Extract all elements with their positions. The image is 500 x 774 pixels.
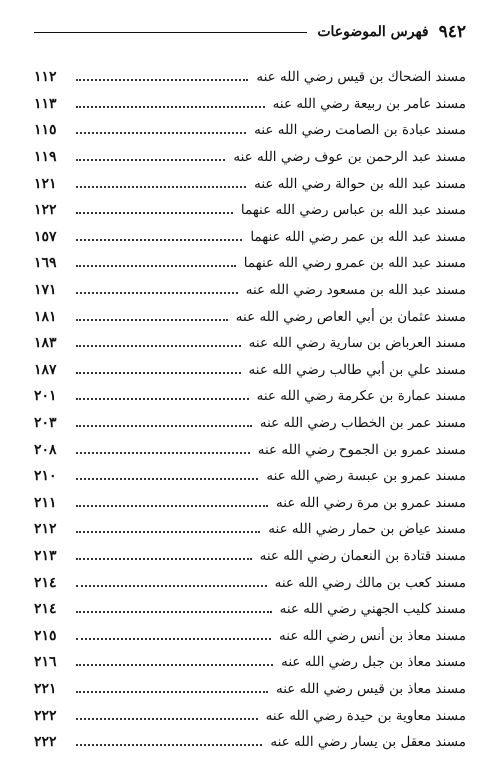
- entry-page-number: ٢١٦: [34, 654, 57, 671]
- index-entry: [34, 144, 466, 171]
- entry-title: مسند عبد الله بن عمر رضي الله عنهما: [250, 228, 466, 245]
- entry-page-number: ١٢١: [34, 175, 57, 192]
- entry-title: مسند عمرو بن الجموح رضي الله عنه: [257, 441, 466, 458]
- entry-page-number: ٢١١: [34, 494, 57, 511]
- index-entry: [34, 197, 466, 224]
- dot-leader: [76, 345, 241, 347]
- entry-page-number: ٢١٤: [34, 601, 57, 618]
- index-entry: [34, 117, 466, 144]
- index-entry: [34, 91, 466, 118]
- entry-title: مسند العرباض بن سارية رضي الله عنه: [248, 335, 466, 352]
- entry-title: مسند عياض بن حمار رضي الله عنه: [268, 521, 466, 538]
- dot-leader: [76, 452, 250, 454]
- entry-title: مسند عمرو بن عبسة رضي الله عنه: [266, 468, 466, 485]
- dot-leader: [76, 691, 268, 693]
- entry-page-number: ١١٥: [34, 122, 57, 139]
- page-number: ٩٤٢: [438, 22, 466, 42]
- dot-leader: [76, 425, 252, 427]
- index-entry: [34, 569, 466, 596]
- entry-title: مسند معاذ بن أنس رضي الله عنه: [279, 627, 466, 644]
- index-entry: [34, 64, 466, 91]
- entry-title: مسند عبد الرحمن بن عوف رضي الله عنه: [233, 149, 466, 166]
- index-entry: [34, 543, 466, 570]
- index-entry: [34, 729, 466, 756]
- entry-title: مسند معاذ بن قيس رضي الله عنه: [276, 680, 466, 697]
- entry-page-number: ١٨٧: [34, 361, 57, 378]
- index-entry: [34, 649, 466, 676]
- dot-leader: [76, 505, 268, 507]
- entry-page-number: ١٧١: [34, 282, 57, 299]
- entry-title: مسند عمرو بن مرة رضي الله عنه: [276, 494, 466, 511]
- entry-title: مسند معقل بن يسار رضي الله عنه: [270, 734, 466, 751]
- entry-page-number: ٢١٣: [34, 547, 57, 564]
- entry-page-number: ٢٠٣: [34, 415, 57, 432]
- entry-page-number: ١٨١: [34, 308, 57, 325]
- index-entry: [34, 596, 466, 623]
- entry-title: مسند علي بن أبي طالب رضي الله عنه: [248, 361, 466, 378]
- entry-page-number: ٢٢١: [34, 680, 57, 697]
- dot-leader: [76, 611, 272, 613]
- index-entry: [34, 622, 466, 649]
- entry-title: مسند الضحاك بن قيس رضي الله عنه: [256, 69, 466, 86]
- entry-title: مسند قتادة بن النعمان رضي الله عنه: [259, 547, 466, 564]
- entry-title: مسند عمر بن الخطاب رضي الله عنه: [259, 415, 466, 432]
- page-header: [34, 20, 466, 44]
- dot-leader: [76, 239, 242, 241]
- dot-leader: [76, 478, 258, 480]
- header-rule: [34, 32, 307, 33]
- dot-leader: [76, 265, 236, 267]
- index-entry: [34, 357, 466, 384]
- entry-title: مسند عثمان بن أبي العاص رضي الله عنه: [235, 308, 466, 325]
- dot-leader: [76, 132, 246, 134]
- dot-leader: [76, 79, 248, 81]
- index-entry: [34, 436, 466, 463]
- dot-leader: [76, 531, 260, 533]
- dot-leader: [76, 372, 241, 374]
- entry-title: مسند عامر بن ربيعة رضي الله عنه: [272, 95, 466, 112]
- entry-page-number: ١١٩: [34, 149, 57, 166]
- entry-title: مسند عبد الله بن عباس رضي الله عنهما: [240, 202, 466, 219]
- dot-leader: [76, 664, 273, 666]
- index-entry: [34, 224, 466, 251]
- entry-page-number: ٢٠١: [34, 388, 57, 405]
- entry-title: مسند عمارة بن عكرمة رضي الله عنه: [256, 388, 466, 405]
- entry-page-number: ١١٣: [34, 95, 57, 112]
- index-entry: [34, 330, 466, 357]
- entry-page-number: ١٨٣: [34, 335, 57, 352]
- index-entries: [34, 64, 466, 755]
- entry-title: مسند معاوية بن حيدة رضي الله عنه: [265, 707, 466, 724]
- entry-title: مسند عبد الله بن مسعود رضي الله عنه: [245, 282, 466, 299]
- index-entry: [34, 463, 466, 490]
- entry-page-number: ٢١٤: [34, 574, 57, 591]
- section-title: فهرس الموضوعات: [317, 24, 429, 40]
- entry-page-number: ٢٢٢: [34, 734, 57, 751]
- entry-page-number: ٢٠٨: [34, 441, 57, 458]
- index-entry: [34, 410, 466, 437]
- index-entry: [34, 170, 466, 197]
- dot-leader: [76, 292, 238, 294]
- dot-leader: [76, 638, 271, 640]
- entry-page-number: ١١٢: [34, 69, 57, 86]
- entry-title: مسند عبادة بن الصامت رضي الله عنه: [254, 122, 466, 139]
- entry-title: مسند معاذ بن جبل رضي الله عنه: [281, 654, 466, 671]
- dot-leader: [76, 106, 265, 108]
- index-entry: [34, 250, 466, 277]
- index-entry: [34, 702, 466, 729]
- index-entry: [34, 277, 466, 304]
- dot-leader: [76, 212, 233, 214]
- entry-title: مسند عبد الله بن عمرو رضي الله عنهما: [243, 255, 466, 272]
- entry-page-number: ١٥٧: [34, 228, 57, 245]
- dot-leader: [76, 585, 267, 587]
- entry-page-number: ٢١٥: [34, 627, 57, 644]
- index-entry: [34, 490, 466, 517]
- dot-leader: [76, 186, 246, 188]
- entry-page-number: ٢١٠: [34, 468, 57, 485]
- entry-page-number: ١٦٩: [34, 255, 57, 272]
- index-entry: [34, 383, 466, 410]
- index-entry: [34, 516, 466, 543]
- entry-page-number: ٢٢٢: [34, 707, 57, 724]
- index-entry: [34, 676, 466, 703]
- index-entry: [34, 303, 466, 330]
- dot-leader: [76, 744, 262, 746]
- dot-leader: [76, 558, 252, 560]
- entry-title: مسند كليب الجهني رضي الله عنه: [279, 601, 466, 618]
- dot-leader: [76, 718, 258, 720]
- entry-page-number: ١٢٢: [34, 202, 57, 219]
- dot-leader: [76, 398, 249, 400]
- dot-leader: [76, 319, 228, 321]
- entry-title: مسند كعب بن مالك رضي الله عنه: [274, 574, 466, 591]
- entry-title: مسند عبد الله بن حوالة رضي الله عنه: [254, 175, 466, 192]
- dot-leader: [76, 159, 225, 161]
- entry-page-number: ٢١٢: [34, 521, 57, 538]
